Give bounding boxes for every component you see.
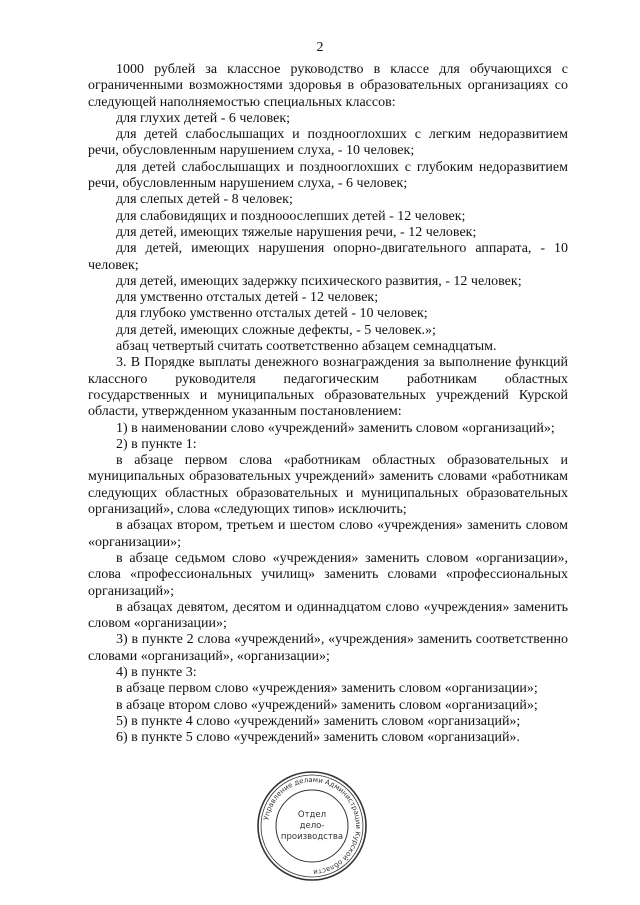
- stamp-line: дело-: [299, 820, 325, 831]
- paragraph: для детей, имеющих сложные дефекты, - 5 человек.»;: [116, 322, 436, 338]
- paragraph: в абзаце седьмом слово «учреждения» заменить словом «организации», слова «профессиональных училищ» заменить словами «профессиональных организаций»;: [88, 550, 568, 599]
- paragraph: для детей, имеющих тяжелые нарушения речи, - 12 человек;: [116, 224, 477, 240]
- paragraph: в абзацах девятом, десятом и одиннадцатом слово «учреждения» заменить словом «организации»;: [88, 599, 568, 632]
- paragraph: для умственно отсталых детей - 12 человек;: [116, 290, 379, 306]
- paragraph: 1000 рублей за классное руководство в классе для обучающихся с ограниченными возможностями здоровья в образовательных организациях со следующей наполняемостью специальных классов:: [88, 62, 568, 110]
- paragraph: для глубоко умственно отсталых детей - 10 человек;: [116, 306, 428, 322]
- paragraph: для детей, имеющих нарушения опорно-двигательного аппарата, - 10 человек;: [88, 241, 568, 273]
- paragraph: 3. В Порядке выплаты денежного вознаграждения за выполнение функций классного руководителя педагогическим работникам областных государственных и муниципальных образовательных учреждений Курской области, утвержденном указанным постановлением:: [88, 355, 568, 420]
- stamp-ring-text: Управление делами Администрации Курской области: [262, 775, 363, 877]
- paragraph: для детей, имеющих задержку психического развития, - 12 человек;: [116, 273, 522, 289]
- page-number: 2: [316, 40, 324, 55]
- office-stamp: [256, 770, 368, 882]
- paragraph: в абзаце первом слово «учреждения» заменить словом «организации»;: [116, 681, 538, 697]
- paragraph: в абзаце втором слово «учреждений» заменить словом «организаций»;: [116, 697, 538, 713]
- paragraph: 2) в пункте 1:: [116, 436, 197, 452]
- stamp-line: производства: [280, 831, 344, 842]
- paragraph: 6) в пункте 5 слово «учреждений» заменить словом «организаций».: [116, 730, 520, 746]
- paragraph: 4) в пункте 3:: [116, 664, 197, 680]
- paragraph: для детей слабослышащих и позднооглохших с глубоким недоразвитием речи, обусловленным нарушением слуха, - 6 человек;: [88, 159, 568, 192]
- stamp-center-text: [256, 770, 368, 882]
- paragraph: для детей слабослышащих и позднооглохших с легким недоразвитием речи, обусловленным нарушением слуха, - 10 человек;: [88, 127, 568, 159]
- paragraph: для слепых детей - 8 человек;: [116, 192, 293, 208]
- paragraph: в абзацах втором, третьем и шестом слово «учреждения» заменить словом «организации»;: [88, 518, 568, 550]
- stamp-line: Отдел: [297, 809, 327, 820]
- paragraph: в абзаце первом слова «работникам областных образовательных и муниципальных образовательных учреждений» заменить словами «работникам следующих областных образовательных и муниципальных образовательных организаций», слова «следующих типов» исключить;: [88, 453, 568, 518]
- paragraph: для слабовидящих и позднооослепших детей - 12 человек;: [116, 208, 466, 224]
- paragraph: для глухих детей - 6 человек;: [116, 110, 291, 126]
- paragraph: 5) в пункте 4 слово «учреждений» заменить словом «организаций»;: [116, 713, 521, 729]
- document-body: [88, 62, 568, 746]
- paragraph: 3) в пункте 2 слова «учреждений», «учреждения» заменить соответственно словами «организаций», «организации»;: [88, 632, 568, 664]
- paragraph: абзац четвертый считать соответственно абзацем семнадцатым.: [116, 339, 497, 355]
- paragraph: 1) в наименовании слово «учреждений» заменить словом «организаций»;: [116, 420, 555, 436]
